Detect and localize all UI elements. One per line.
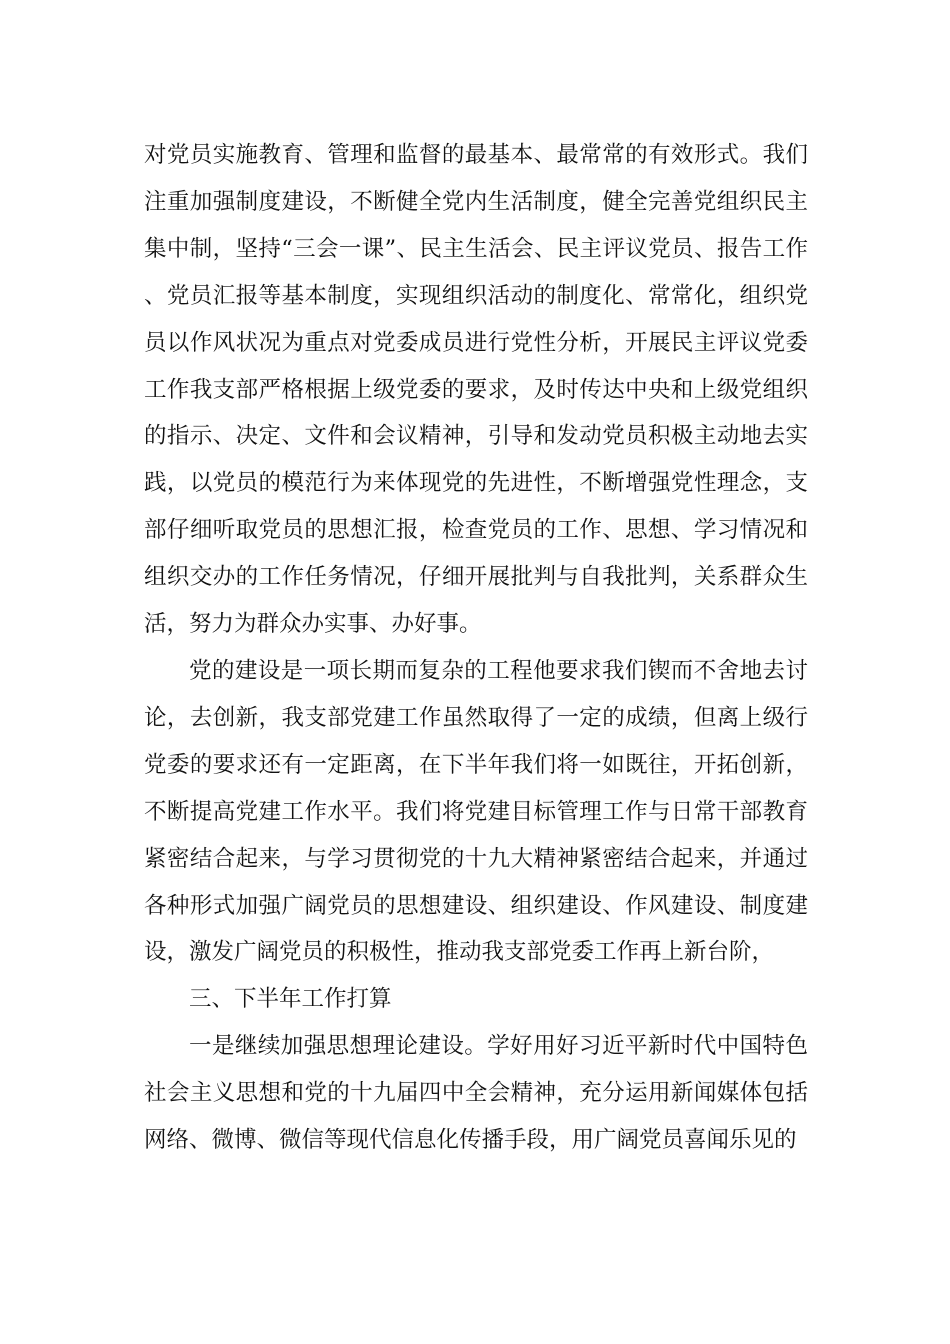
section-heading-second-half-plan: 三、下半年工作打算 [189, 986, 392, 1013]
paragraph-party-life-system: 对党员实施教育、管理和监督的最基本、最常常的有效形式。我们注重加强制度建设，不断健全党内生活制度，健全完善党组织民主集中制，坚持“三会一课”、民主生活会、民主评议党员、报告工作、党员汇报等基本制度，实现组织活动的制度化、常常化，组织党员以作风状况为重点对党委成员进行党性分析，开展民主评议党委工作我支部严格根据上级党委的要求，及时传达中央和上级党组织的指示、决定、文件和会议精神，引导和发动党员积极主动地去实践，以党员的模范行为来体现党的先进性，不断增强党性理念，支部仔细听取党员的思想汇报，检查党员的工作、思想、学习情况和组织交办的工作任务情况，仔细开展批判与自我批判，关系群众生活，努力为群众办实事、办好事。 [144, 142, 808, 638]
document-body [144, 132, 808, 1164]
paragraph-ideological-theory: 一是继续加强思想理论建设。学好用好习近平新时代中国特色社会主义思想和党的十九届四中全会精神，充分运用新闻媒体包括网络、微博、微信等现代信息化传播手段，用广阔党员喜闻乐见的 [144, 1033, 808, 1154]
paragraph-party-building-outlook: 党的建设是一项长期而复杂的工程他要求我们锲而不舍地去讨论，去创新，我支部党建工作虽然取得了一定的成绩，但离上级行党委的要求还有一定距离，在下半年我们将一如既往，开拓创新，不断提高党建工作水平。我们将党建目标管理工作与日常干部教育紧密结合起来，与学习贯彻党的十九大精神紧密结合起来，并通过各种形式加强广阔党员的思想建设、组织建设、作风建设、制度建设，激发广阔党员的积极性，推动我支部党委工作再上新台阶， [144, 657, 808, 966]
